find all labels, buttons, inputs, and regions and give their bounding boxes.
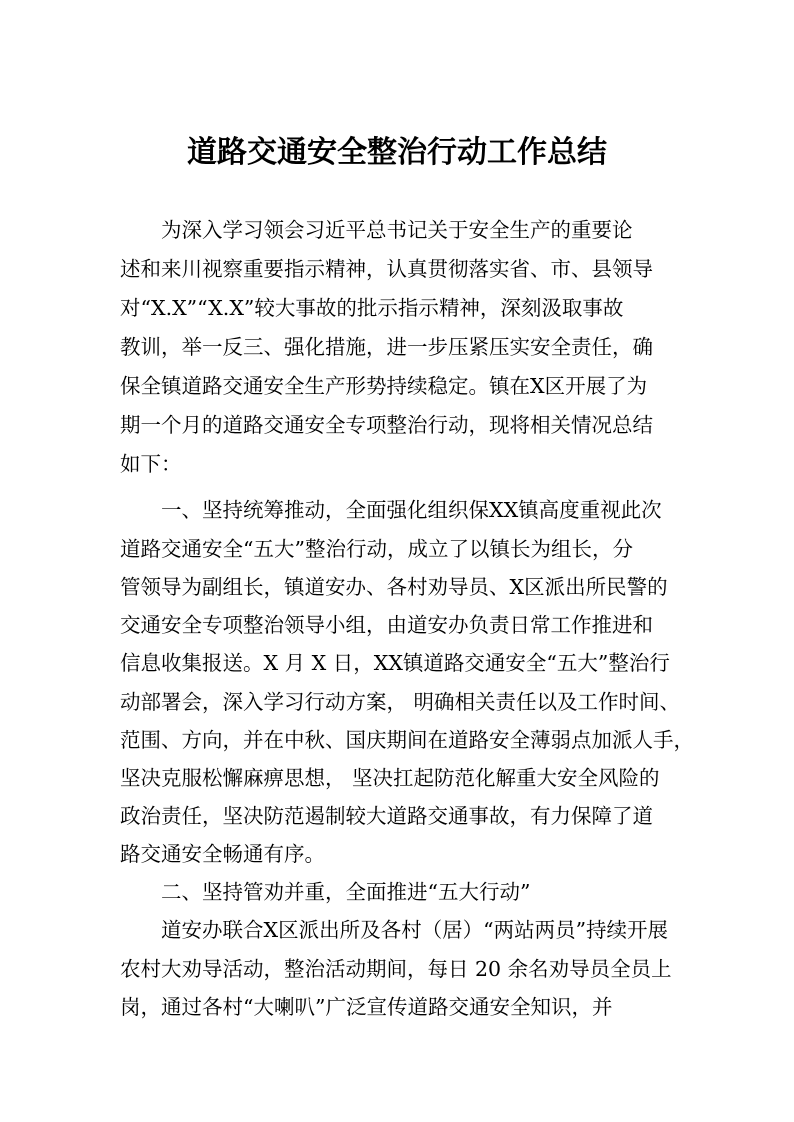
paragraph-line: 农村大劝导活动，整治活动期间，每日 20 余名劝导员全员上 [120,957,672,981]
paragraph-line: 管领导为副组长，镇道安办、各村劝导员、X区派出所民警的 [120,575,668,599]
paragraph-line: 政治责任，坚决防范遏制较大道路交通事故，有力保障了道 [120,804,653,828]
paragraph-line: 期一个月的道路交通安全专项整治行动，现将相关情况总结 [120,413,653,437]
paragraph-line: 教训，举一反三、强化措施，进一步压紧压实安全责任，确 [120,335,653,359]
document-title: 道路交通安全整治行动工作总结 [187,135,607,170]
paragraph-line: 一、坚持统筹推动，全面强化组织保XX镇高度重视此次 [120,498,662,522]
paragraph-line: 岗，通过各村“大喇叭”广泛宣传道路交通安全知识，并 [120,995,613,1019]
paragraph-line: 路交通安全畅通有序。 [120,842,325,866]
paragraph-line: 对“X.X”“X.X”较大事故的批示指示精神，深刻汲取事故 [120,296,624,320]
paragraph-line: 动部署会，深入学习行动方案， 明确相关责任以及工作时间、 [120,690,681,714]
paragraph-line: 如下： [120,452,182,476]
paragraph-line: 保全镇道路交通安全生产形势持续稳定。镇在X区开展了为 [120,374,648,398]
paragraph-line: 信息收集报送。X 月 X 日，XX镇道路交通安全“五大”整治行 [120,651,670,675]
paragraph-line: 述和来川视察重要指示精神，认真贯彻落实省、市、县领导 [120,257,653,281]
paragraph-line: 道路交通安全“五大”整治行动，成立了以镇长为组长，分 [120,537,633,561]
paragraph-line: 道安办联合X区派出所及各村（居）“两站两员”持续开展 [120,918,669,942]
paragraph-line: 为深入学习领会习近平总书记关于安全生产的重要论 [120,218,633,242]
paragraph-line: 坚决克服松懈麻痹思想， 坚决扛起防范化解重大安全风险的 [120,766,660,790]
paragraph-line: 范围、方向，并在中秋、国庆期间在道路安全薄弱点加派人手， [120,728,694,752]
paragraph-line: 交通安全专项整治领导小组，由道安办负责日常工作推进和 [120,613,653,637]
section-heading: 二、坚持管劝并重，全面推进“五大行动” [120,880,531,904]
